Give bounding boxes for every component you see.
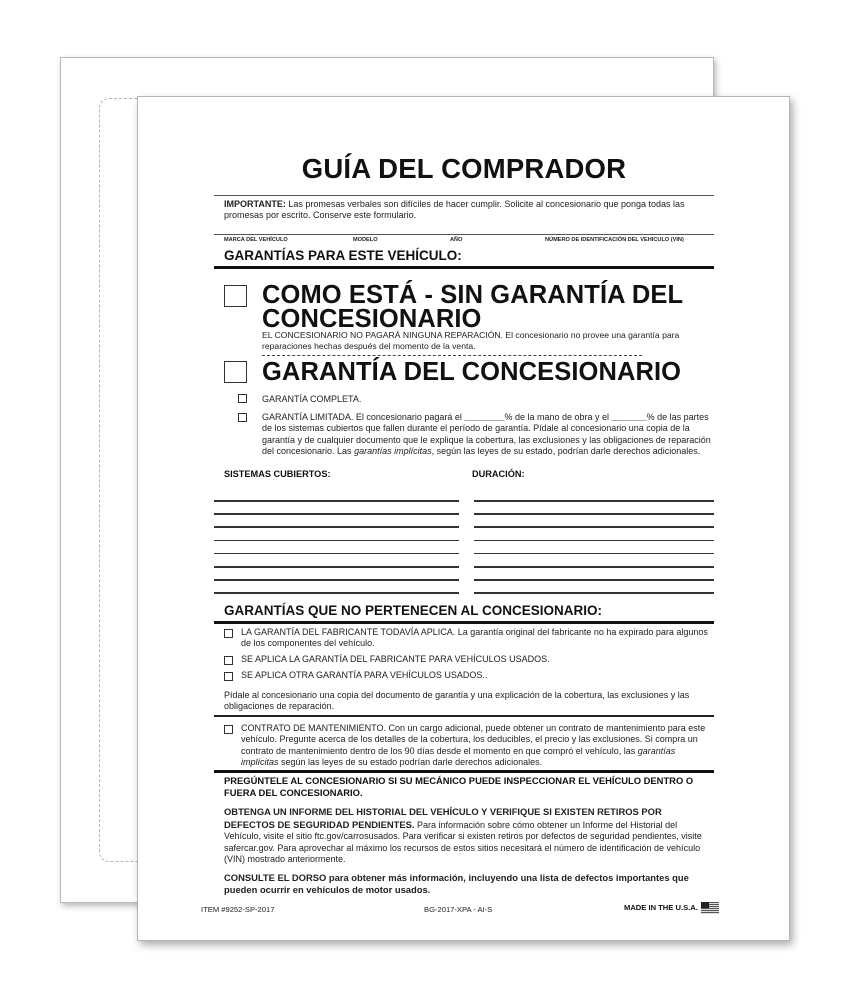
buyers-guide-form — [137, 96, 790, 941]
made-in-label: MADE IN THE U.S.A. — [624, 903, 698, 912]
parts-percent-blank[interactable]: _______ — [611, 412, 647, 422]
used-vehicle-manufacturer-label: SE APLICA LA GARANTÍA DEL FABRICANTE PARA VEHÍCULOS USADOS. — [241, 654, 550, 664]
warranties-heading: GARANTÍAS PARA ESTE VEHÍCULO: — [224, 248, 462, 263]
manufacturer-warranty-label: LA GARANTÍA DEL FABRICANTE TODAVÍA APLICA. La garantía original del fabricante no ha expirado para algunos de los componentes del vehículo. — [241, 627, 708, 649]
limited-text-a: GARANTÍA LIMITADA. El concesionario pagará el — [262, 412, 465, 422]
history-notice-bold: OBTENGA UN INFORME DEL HISTORIAL DEL VEHÍCULO Y VERIFIQUE SI EXISTEN RETIROS POR DEFECTOS DE SEGURIDAD PENDIENTES. — [224, 806, 662, 830]
blank-line[interactable] — [474, 540, 714, 542]
manufacturer-warranty-checkbox[interactable] — [224, 629, 233, 638]
limited-text-c: % de las partes de los sistemas cubiertos que fallen durante el período de garantía. Pídale al concesionario una copia de la garantía y de cualquier documento que le explique la cobertura, las exclusiones y las obligaciones de reparación del concesionario. Las — [262, 412, 711, 457]
blank-line[interactable] — [474, 553, 714, 555]
section-divider — [214, 770, 714, 773]
blank-line[interactable] — [214, 540, 459, 542]
blank-line[interactable] — [474, 513, 714, 515]
service-contract-text-b: según las leyes de su estado podrían darle derechos adicionales. — [278, 757, 543, 768]
limited-text-b: % de la mano de obra y el — [504, 412, 612, 422]
systems-covered-lines[interactable] — [214, 500, 459, 606]
history-notice — [224, 806, 712, 866]
blank-line[interactable] — [214, 500, 459, 502]
blank-line[interactable] — [214, 592, 459, 594]
important-text: Las promesas verbales son difíciles de hacer cumplir. Solicite al concesionario que ponga todas las promesas por escrito. Conserve este formulario. — [224, 199, 685, 221]
section-divider — [214, 621, 714, 624]
blank-line[interactable] — [474, 500, 714, 502]
vin-label: NÚMERO DE IDENTIFICACIÓN DEL VEHICULO (VIN) — [545, 237, 684, 243]
divider — [214, 195, 714, 196]
blank-line[interactable] — [214, 526, 459, 528]
form-code: BG-2017-XPA - AI-S — [424, 905, 493, 914]
duration-label: DURACIÓN: — [472, 469, 525, 479]
page-title: GUÍA DEL COMPRADOR — [301, 153, 627, 184]
as-is-title-line1: COMO ESTÁ - SIN GARANTÍA DEL — [262, 281, 684, 309]
other-used-warranty-checkbox[interactable] — [224, 672, 233, 681]
blank-line[interactable] — [214, 566, 459, 568]
service-contract-text — [241, 723, 711, 769]
important-label: IMPORTANTE: — [224, 199, 286, 209]
important-notice — [224, 199, 712, 222]
as-is-title-line2: CONCESIONARIO — [262, 305, 482, 333]
dashed-separator — [262, 355, 642, 356]
non-dealer-note: Pídale al concesionario una copia del documento de garantía y una explicación de la cobertura, las exclusiones y las obligaciones de reparación. — [224, 690, 690, 712]
vehicle-fields-labels — [224, 237, 714, 245]
back-notice-bold: CONSULTE EL DORSO — [224, 872, 327, 883]
history-notice-text: Para información sobre cómo obtener un Informe del Historial del Vehículo, visite el sitio ftc.gov/carrosusados. Para verificar si existen retiros por defectos de seguridad pendientes, visite safercar.gov. Para aprovechar al máximo los recursos de estos sitios necesitará el número de identificación de vehículo (VIN) mostrado anteriormente. — [224, 819, 702, 865]
as-is-description: EL CONCESIONARIO NO PAGARÁ NINGUNA REPARACIÓN. El concesionario no provee una garantía para reparaciones hechas después del momento de la venta. — [262, 330, 680, 351]
full-warranty-label: GARANTÍA COMPLETA. — [262, 394, 362, 404]
section-divider — [214, 266, 714, 269]
blank-line[interactable] — [214, 553, 459, 555]
as-is-title — [262, 283, 683, 331]
implied-warranties-italic: garantías implícitas — [354, 446, 432, 457]
full-warranty-checkbox[interactable] — [238, 394, 247, 403]
dealer-warranty-checkbox[interactable] — [224, 361, 247, 383]
limited-warranty-checkbox[interactable] — [238, 413, 247, 422]
service-contract-text-a: CONTRATO DE MANTENIMIENTO. Con un cargo adicional, puede obtener un contrato de mantenimiento para este vehículo. Pregunte acerca de los detalles de la cobertura, los deducibles, el precio y las exclusiones. Si compra un contrato de mantenimiento dentro de los 90 días desde el momento en que compró el vehículo, las — [241, 723, 706, 756]
limited-text-d: , según las leyes de su estado, podrían darle derechos adicionales. — [431, 446, 701, 457]
blank-line[interactable] — [214, 513, 459, 515]
mechanic-notice: PREGÚNTELE AL CONCESIONARIO SI SU MECÁNICO PUEDE INSPECCIONAR EL VEHÍCULO DENTRO O FUERA DEL CONCESIONARIO. — [224, 775, 694, 798]
back-notice-text: para obtener más información, incluyendo una lista de defectos importantes que pueden ocurrir en vehículos de motor usados. — [224, 872, 689, 895]
blank-line[interactable] — [474, 579, 714, 581]
blank-line[interactable] — [474, 592, 714, 594]
service-contract-checkbox[interactable] — [224, 725, 233, 734]
section-divider — [214, 715, 714, 717]
blank-line[interactable] — [474, 566, 714, 568]
blank-line[interactable] — [214, 579, 459, 581]
limited-warranty-text — [262, 412, 714, 458]
as-is-checkbox[interactable] — [224, 285, 247, 307]
labor-percent-blank[interactable]: ________ — [464, 412, 505, 422]
dealer-warranty-title: GARANTÍA DEL CONCESIONARIO — [262, 358, 682, 386]
vehicle-info-line[interactable] — [214, 234, 714, 235]
made-in-usa — [624, 902, 719, 914]
implied-warranties-italic: garantías implícitas — [241, 745, 676, 768]
used-vehicle-manufacturer-checkbox[interactable] — [224, 656, 233, 665]
make-label: MARCA DEL VEHÍCULO — [224, 237, 288, 243]
other-used-warranty-label: SE APLICA OTRA GARANTÍA PARA VEHÍCULOS USADOS.. — [241, 670, 488, 680]
blank-line[interactable] — [474, 526, 714, 528]
model-label: MODELO — [353, 237, 378, 243]
non-dealer-heading: GARANTÍAS QUE NO PERTENECEN AL CONCESIONARIO: — [224, 603, 603, 618]
systems-covered-label: SISTEMAS CUBIERTOS: — [224, 469, 331, 479]
year-label: AÑO — [450, 237, 463, 243]
back-notice — [224, 872, 712, 896]
duration-lines[interactable] — [474, 500, 714, 606]
us-flag-icon — [701, 902, 719, 914]
item-number: ITEM #9252-SP-2017 — [201, 905, 275, 914]
